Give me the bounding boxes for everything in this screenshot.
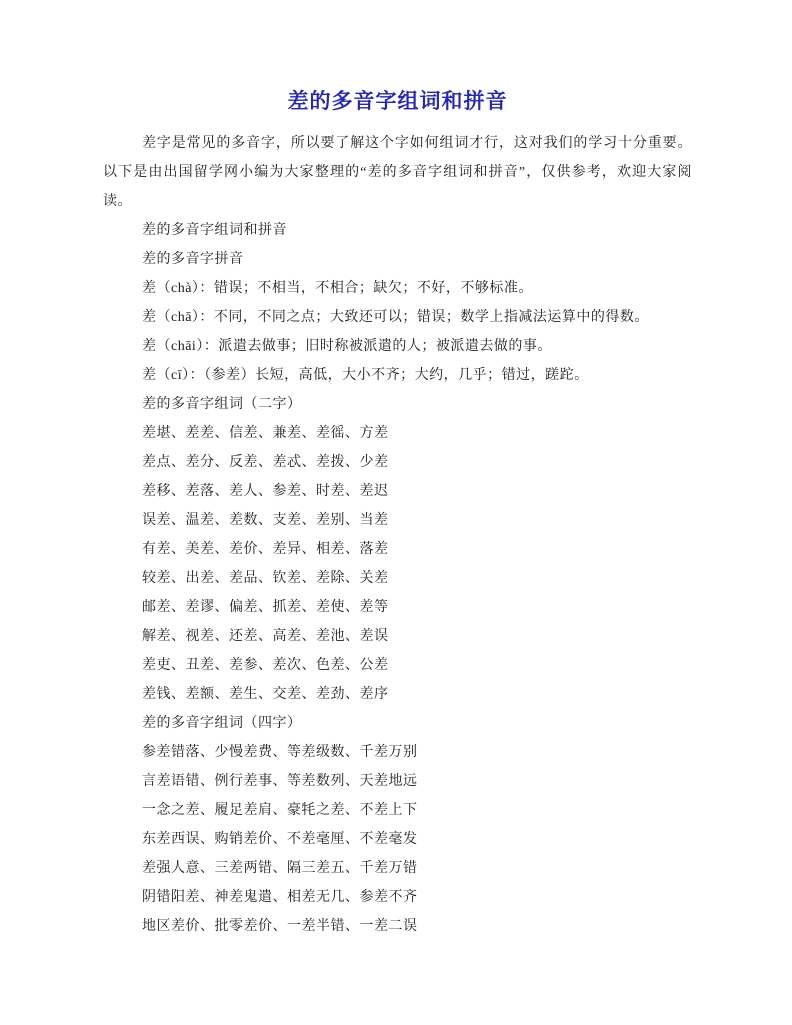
word-list-row: 差强人意、三差两错、隔三差五、千差万错 <box>142 861 418 876</box>
section-heading-pinyin: 差的多音字拼音 <box>142 252 244 267</box>
word-list-row: 邮差、差谬、偏差、抓差、差使、差等 <box>142 600 389 615</box>
word-list-row: 地区差价、批零差价、一差半错、一差二误 <box>142 919 418 934</box>
word-list-row: 言差语错、例行差事、等差数列、天差地远 <box>142 774 418 789</box>
word-list-row: 阴错阳差、神差鬼遣、相差无几、参差不齐 <box>142 890 418 905</box>
pinyin-definition-cha4: 差（chà）：错误；不相当，不相合；缺欠；不好，不够标准。 <box>142 281 533 296</box>
section-heading-two-char: 差的多音字组词（二字） <box>142 397 302 412</box>
word-list-row: 差堪、差差、信差、兼差、差徭、方差 <box>142 426 389 441</box>
word-list-row: 误差、温差、差数、支差、差别、当差 <box>142 513 389 528</box>
intro-paragraph: 差字是常见的多音字，所以要了解这个字如何组词才行，这对我们的学习十分重要。以下是由出国留学网小编为大家整理的“差的多音字组词和拼音”，仅供参考，欢迎大家阅读。 <box>103 136 692 209</box>
word-list-row: 有差、美差、差价、差异、相差、落差 <box>142 542 389 557</box>
section-heading-zuci-pinyin: 差的多音字组词和拼音 <box>142 223 287 238</box>
word-list-row: 差点、差分、反差、差忒、差拨、少差 <box>142 455 389 470</box>
page-title: 差的多音字组词和拼音 <box>287 90 508 113</box>
pinyin-definition-ci1: 差（cī）：（参差）长短，高低，大小不齐；大约，几乎；错过，蹉跎。 <box>142 368 589 383</box>
section-heading-four-char: 差的多音字组词（四字） <box>142 716 302 731</box>
pinyin-definition-chai1: 差（chāi）：派遣去做事；旧时称被派遣的人；被派遣去做的事。 <box>142 339 552 354</box>
word-list-row: 解差、视差、还差、高差、差池、差误 <box>142 629 389 644</box>
word-list-row: 差吏、丑差、差参、差次、色差、公差 <box>142 658 389 673</box>
word-list-row: 一念之差、履足差肩、豪牦之差、不差上下 <box>142 803 418 818</box>
word-list-row: 较差、出差、差品、钦差、差除、关差 <box>142 571 389 586</box>
pinyin-definition-cha1: 差（chā）：不同，不同之点；大致还可以；错误；数学上指减法运算中的得数。 <box>142 310 649 325</box>
word-list-row: 参差错落、少慢差费、等差级数、千差万别 <box>142 745 418 760</box>
word-list-row: 差钱、差额、差生、交差、差劲、差序 <box>142 687 389 702</box>
word-list-row: 东差西误、购销差价、不差毫厘、不差毫发 <box>142 832 418 847</box>
word-list-row: 差移、差落、差人、参差、时差、差迟 <box>142 484 389 499</box>
